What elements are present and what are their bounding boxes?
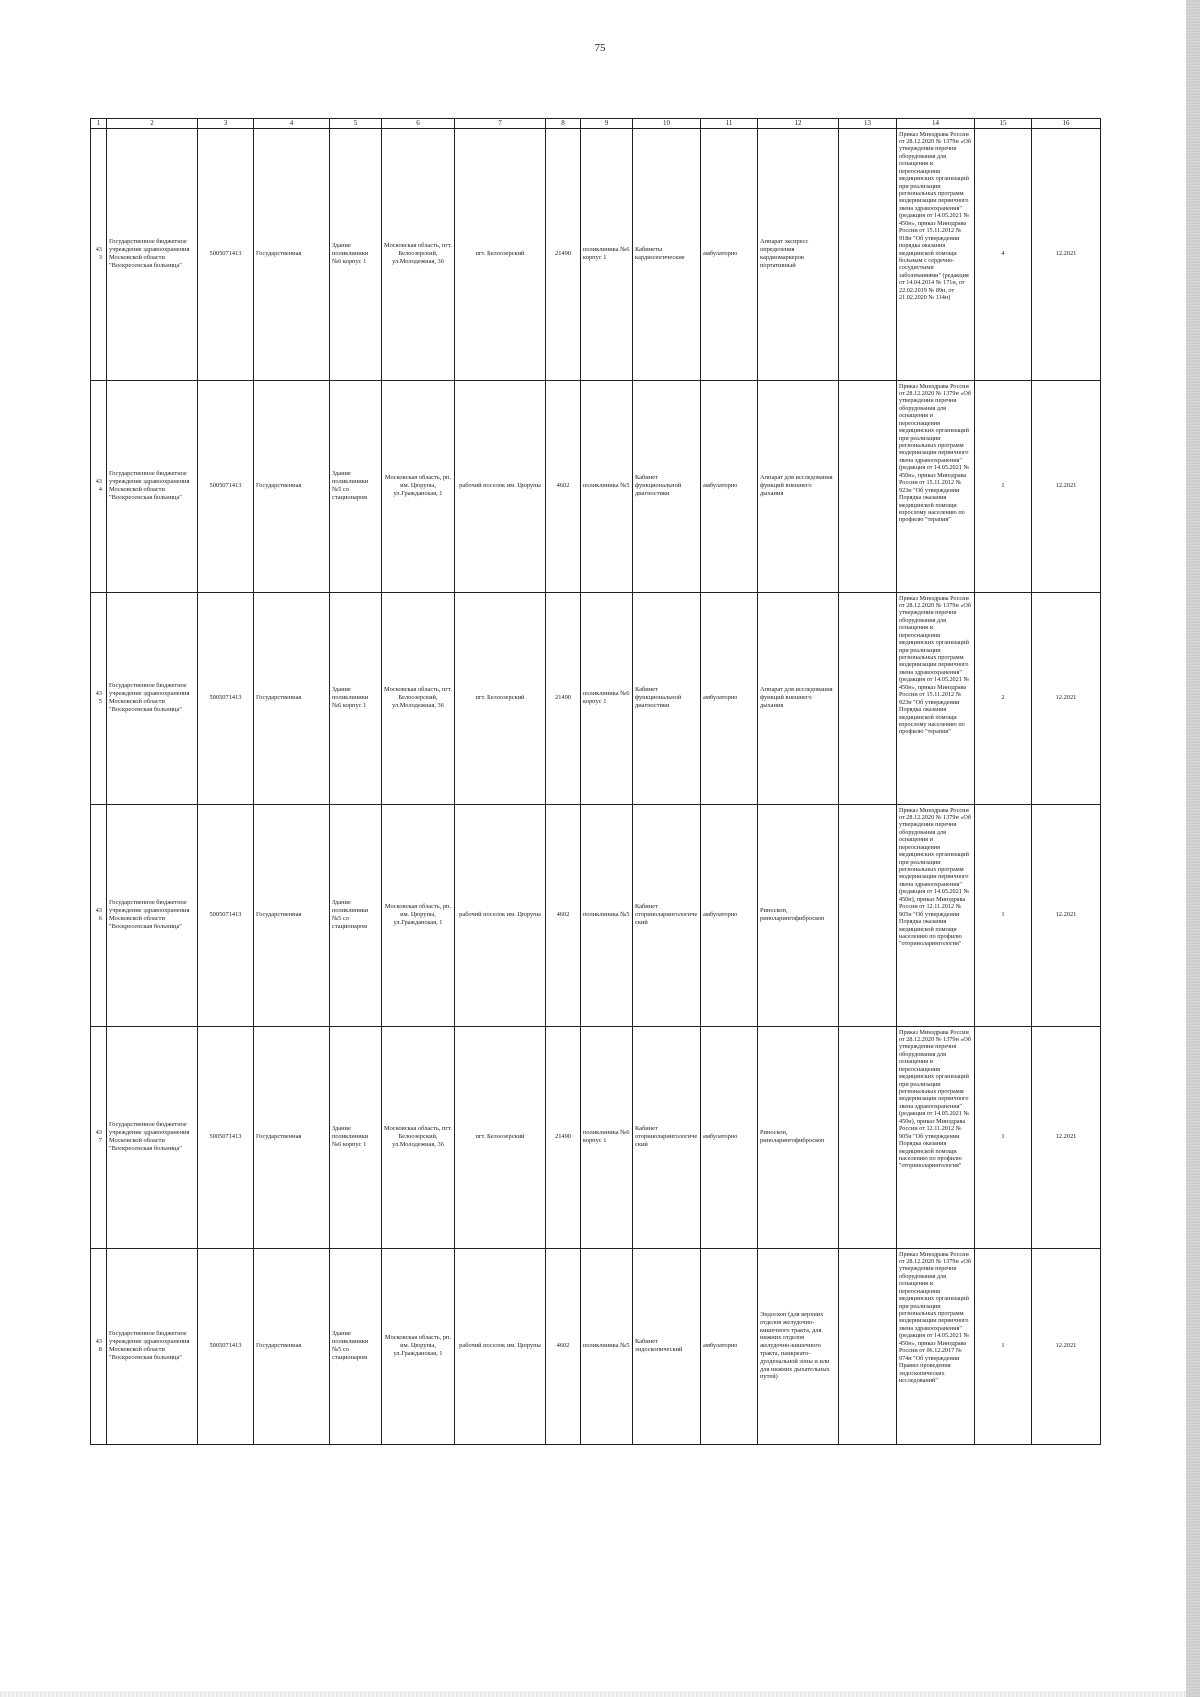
unit-cell: поликлиника №5 xyxy=(581,804,633,1026)
ownership-type-cell: Государственная xyxy=(254,1026,330,1248)
organization-cell: Государственное бюджетное учреждение здравоохранения Московской области "Воскресенская больница" xyxy=(107,1248,198,1444)
equipment-cell: Эндоскоп (для верхних отделов желудочно-кишечного тракта, для нижних отделов желудочно-кишечного тракта, панкреато-дуоденальной зоны и или для нижних дыхательных путей) xyxy=(758,1248,839,1444)
inn-cell: 5005071413 xyxy=(198,1026,254,1248)
legal-basis-cell: Приказ Минздрава России от 28.12.2020 № 1379н «Об утверждении перечня оборудования для оснащения и переоснащения медицинских организаций при реализации региональных программ модернизации первичного звена здравоохранения"(редакция от 14.05.2021 № 450н), приказ Минздрава России от 12.11.2012 № 905н "Об утверждении Порядка оказания медицинской помощи населению по профилю "оториноларингология" xyxy=(897,804,975,1026)
quantity-cell: 4 xyxy=(975,128,1032,380)
address-cell: Московская область, пгт. Белоозерский, ул.Молодежная, 36 xyxy=(382,1026,455,1248)
column-header: 13 xyxy=(839,119,897,129)
care-type-cell: амбулаторно xyxy=(701,1248,758,1444)
column-header: 6 xyxy=(382,119,455,129)
unit-cell: поликлиника №6 корпус 1 xyxy=(581,128,633,380)
column-header: 4 xyxy=(254,119,330,129)
legal-basis-cell: Приказ Минздрава России от 28.12.2020 № 1379н «Об утверждении перечня оборудования для оснащения и переоснащения медицинских организаций при реализации региональных программ модернизации первичного звена здравоохранения"(редакция от 14.05.2021 № 450н», приказ Минздрава России от 15.11.2012 № 923н "Об утверждении Порядка оказания медицинской помощи взрослому населению по профилю "терапия" xyxy=(897,380,975,592)
inn-cell: 5005071413 xyxy=(198,804,254,1026)
row-number-cell: 438 xyxy=(91,1248,107,1444)
unit-cell: поликлиника №5 xyxy=(581,1248,633,1444)
row-number-cell: 437 xyxy=(91,1026,107,1248)
care-type-cell: амбулаторно xyxy=(701,592,758,804)
deadline-cell: 12.2021 xyxy=(1032,128,1101,380)
cabinet-cell: Кабинет оториноларингологический xyxy=(633,1026,701,1248)
population-cell: 4602 xyxy=(546,804,581,1026)
table-row xyxy=(91,804,1101,1026)
population-cell: 21490 xyxy=(546,1026,581,1248)
column-header: 8 xyxy=(546,119,581,129)
cabinet-cell: Кабинет функциональной диагностики xyxy=(633,380,701,592)
row-number-cell: 434 xyxy=(91,380,107,592)
unit-cell: поликлиника №6 корпус 1 xyxy=(581,592,633,804)
column-header: 11 xyxy=(701,119,758,129)
quantity-cell: 1 xyxy=(975,1026,1032,1248)
column-header: 15 xyxy=(975,119,1032,129)
column-header: 5 xyxy=(330,119,382,129)
organization-cell: Государственное бюджетное учреждение здравоохранения Московской области "Воскресенская больница" xyxy=(107,592,198,804)
deadline-cell: 12.2021 xyxy=(1032,592,1101,804)
cabinet-cell: Кабинет оториноларингологический xyxy=(633,804,701,1026)
column-header: 16 xyxy=(1032,119,1101,129)
deadline-cell: 12.2021 xyxy=(1032,1026,1101,1248)
locality-cell: рабочий поселок им. Цюрупы xyxy=(455,804,546,1026)
inn-cell: 5005071413 xyxy=(198,128,254,380)
equipment-cell: Аппарат для исследования функций внешнего дыхания xyxy=(758,592,839,804)
legal-basis-cell: Приказ Минздрава России от 28.12.2020 № 1379н «Об утверждении перечня оборудования для оснащения и переоснащения медицинских организаций при реализации региональных программ модернизации первичного звена здравоохранения"(редакция от 14.05.2021 № 450н», приказ Минздрава России от 15.11.2012 № 923н "Об утверждении Порядка оказания медицинской помощи взрослому населению по профилю "терапия" xyxy=(897,592,975,804)
address-cell: Московская область, рп. им. Цюрупы, ул.Гражданская, 1 xyxy=(382,804,455,1026)
care-type-cell: амбулаторно xyxy=(701,1026,758,1248)
inn-cell: 5005071413 xyxy=(198,380,254,592)
population-cell: 4602 xyxy=(546,380,581,592)
table-row xyxy=(91,1026,1101,1248)
inn-cell: 5005071413 xyxy=(198,1248,254,1444)
building-cell: Здание поликлиники №6 корпус 1 xyxy=(330,128,382,380)
column-number-row xyxy=(91,119,1101,129)
empty-cell xyxy=(839,592,897,804)
inn-cell: 5005071413 xyxy=(198,592,254,804)
building-cell: Здание поликлиники №6 корпус 1 xyxy=(330,1026,382,1248)
organization-cell: Государственное бюджетное учреждение здравоохранения Московской области "Воскресенская больница" xyxy=(107,128,198,380)
cabinet-cell: Кабинеты кардиологические xyxy=(633,128,701,380)
ownership-type-cell: Государственная xyxy=(254,804,330,1026)
table-row xyxy=(91,592,1101,804)
building-cell: Здание поликлиники №5 со стационаром xyxy=(330,804,382,1026)
organization-cell: Государственное бюджетное учреждение здравоохранения Московской области "Воскресенская больница" xyxy=(107,380,198,592)
empty-cell xyxy=(839,128,897,380)
deadline-cell: 12.2021 xyxy=(1032,1248,1101,1444)
equipment-cell: Риноскоп, риноларингофиброскоп xyxy=(758,1026,839,1248)
ownership-type-cell: Государственная xyxy=(254,128,330,380)
locality-cell: рабочий поселок им. Цюрупы xyxy=(455,380,546,592)
deadline-cell: 12.2021 xyxy=(1032,380,1101,592)
cabinet-cell: Кабинет эндоскопический xyxy=(633,1248,701,1444)
column-header: 1 xyxy=(91,119,107,129)
row-number-cell: 435 xyxy=(91,592,107,804)
empty-cell xyxy=(839,1248,897,1444)
column-header: 7 xyxy=(455,119,546,129)
table-row xyxy=(91,128,1101,380)
population-cell: 4602 xyxy=(546,1248,581,1444)
equipment-cell: Аппарат экспресс определения кардиомаркеров портативный xyxy=(758,128,839,380)
address-cell: Московская область, пгт. Белоозерский, ул.Молодежная, 36 xyxy=(382,128,455,380)
equipment-cell: Аппарат для исследования функций внешнего дыхания xyxy=(758,380,839,592)
column-header: 2 xyxy=(107,119,198,129)
column-header: 14 xyxy=(897,119,975,129)
building-cell: Здание поликлиники №5 со стационаром xyxy=(330,1248,382,1444)
ownership-type-cell: Государственная xyxy=(254,1248,330,1444)
row-number-cell: 436 xyxy=(91,804,107,1026)
unit-cell: поликлиника №5 xyxy=(581,380,633,592)
equipment-cell: Риноскоп, риноларингофиброскоп xyxy=(758,804,839,1026)
table-row xyxy=(91,380,1101,592)
column-header: 12 xyxy=(758,119,839,129)
building-cell: Здание поликлиники №6 корпус 1 xyxy=(330,592,382,804)
scan-bottom-artifact xyxy=(0,1691,1186,1697)
empty-cell xyxy=(839,380,897,592)
quantity-cell: 1 xyxy=(975,804,1032,1026)
ownership-type-cell: Государственная xyxy=(254,380,330,592)
page-number: 75 xyxy=(594,42,606,54)
quantity-cell: 1 xyxy=(975,380,1032,592)
column-header: 9 xyxy=(581,119,633,129)
locality-cell: пгт. Белоозерский xyxy=(455,592,546,804)
scan-edge-artifact xyxy=(1186,0,1200,1697)
column-header: 3 xyxy=(198,119,254,129)
table-row xyxy=(91,1248,1101,1444)
deadline-cell: 12.2021 xyxy=(1032,804,1101,1026)
ownership-type-cell: Государственная xyxy=(254,592,330,804)
address-cell: Московская область, пгт. Белоозерский, ул.Молодежная, 36 xyxy=(382,592,455,804)
locality-cell: пгт. Белоозерский xyxy=(455,1026,546,1248)
legal-basis-cell: Приказ Минздрава России от 28.12.2020 № 1379н «Об утверждении перечня оборудования для оснащения и переоснащения медицинских организаций при реализации региональных программ модернизации первичного звена здравоохранения"(редакция от 14.05.2021 № 450н», приказ Минздрава России от 06.12.2017 № 974н "Об утверждении Правил проведения эндоскопических исследований" xyxy=(897,1248,975,1444)
population-cell: 21490 xyxy=(546,592,581,804)
unit-cell: поликлиника №6 корпус 1 xyxy=(581,1026,633,1248)
care-type-cell: амбулаторно xyxy=(701,128,758,380)
empty-cell xyxy=(839,804,897,1026)
column-header: 10 xyxy=(633,119,701,129)
organization-cell: Государственное бюджетное учреждение здравоохранения Московской области "Воскресенская больница" xyxy=(107,804,198,1026)
locality-cell: пгт. Белоозерский xyxy=(455,128,546,380)
address-cell: Московская область, рп. им. Цюрупы, ул.Гражданская, 1 xyxy=(382,380,455,592)
care-type-cell: амбулаторно xyxy=(701,804,758,1026)
address-cell: Московская область, рп. им. Цюрупы, ул.Гражданская, 1 xyxy=(382,1248,455,1444)
equipment-register-table xyxy=(90,118,1101,1445)
building-cell: Здание поликлиники №5 со стационаром xyxy=(330,380,382,592)
empty-cell xyxy=(839,1026,897,1248)
quantity-cell: 1 xyxy=(975,1248,1032,1444)
locality-cell: рабочий поселок им. Цюрупы xyxy=(455,1248,546,1444)
population-cell: 21490 xyxy=(546,128,581,380)
row-number-cell: 433 xyxy=(91,128,107,380)
care-type-cell: амбулаторно xyxy=(701,380,758,592)
legal-basis-cell: Приказ Минздрава России от 28.12.2020 № 1379н «Об утверждении перечня оборудования для оснащения и переоснащения медицинских организаций при реализации региональных программ модернизации первичного звена здравоохранения"(редакция от 14.05.2021 № 450н», приказ Минздрава России от 15.11.2012 № 918н "Об утверждении порядка оказания медицинской помощи больным с сердечно-сосудистыми заболеваниями" (редакция от 14.04.2014 № 171н, от 22.02.2019 № 89н, от 21.02.2020 № 114н) xyxy=(897,128,975,380)
cabinet-cell: Кабинет функциональной диагностики xyxy=(633,592,701,804)
legal-basis-cell: Приказ Минздрава России от 28.12.2020 № 1379н «Об утверждении перечня оборудования для оснащения и переоснащения медицинских организаций при реализации региональных программ модернизации первичного звена здравоохранения"(редакция от 14.05.2021 № 450н), приказ Минздрава России от 12.11.2012 № 905н "Об утверждении Порядка оказания медицинской помощи населению по профилю "оториноларингология" xyxy=(897,1026,975,1248)
quantity-cell: 2 xyxy=(975,592,1032,804)
organization-cell: Государственное бюджетное учреждение здравоохранения Московской области "Воскресенская больница" xyxy=(107,1026,198,1248)
